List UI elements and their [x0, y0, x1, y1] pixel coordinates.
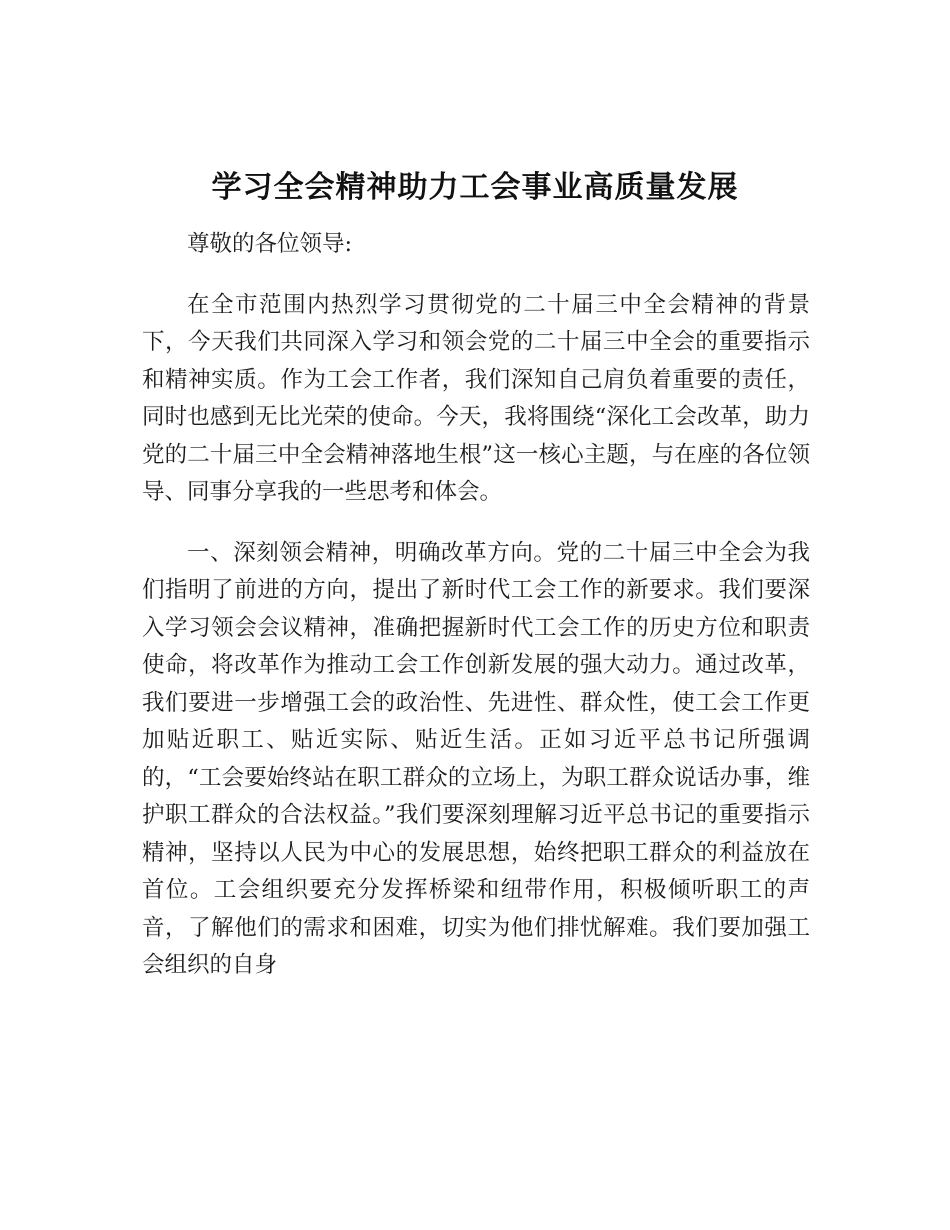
paragraph-section-one: 一、深刻领会精神，明确改革方向。党的二十届三中全会为我们指明了前进的方向，提出了新时代工会工作的新要求。我们要深入学习领会会议精神，准确把握新时代工会工作的历史方位和职责使命，将改革作为推动工会工作创新发展的强大动力。通过改革，我们要进一步增强工会的政治性、先进性、群众性，使工会工作更加贴近职工、贴近实际、贴近生活。正如习近平总书记所强调的，“工会要始终站在职工群众的立场上，为职工群众说话办事，维护职工群众的合法权益。”我们要深刻理解习近平总书记的重要指示精神，坚持以人民为中心的发展思想，始终把职工群众的利益放在首位。工会组织要充分发挥桥梁和纽带作用，积极倾听职工的声音，了解他们的需求和困难，切实为他们排忧解难。我们要加强工会组织的自身 — [142, 539, 810, 978]
document-title: 学习全会精神助力工会事业高质量发展 — [211, 170, 739, 205]
paragraph-intro: 在全市范围内热烈学习贯彻党的二十届三中全会精神的背景下，今天我们共同深入学习和领会党的二十届三中全会的重要指示和精神实质。作为工会工作者，我们深知自己肩负着重要的责任，同时也感到无比光荣的使命。今天，我将围绕“深化工会改革，助力党的二十届三中全会精神落地生根”这一核心主题，与在座的各位领导、同事分享我的一些思考和体会。 — [142, 291, 810, 505]
salutation: 尊敬的各位领导: — [187, 231, 353, 257]
document-body — [142, 226, 810, 1008]
